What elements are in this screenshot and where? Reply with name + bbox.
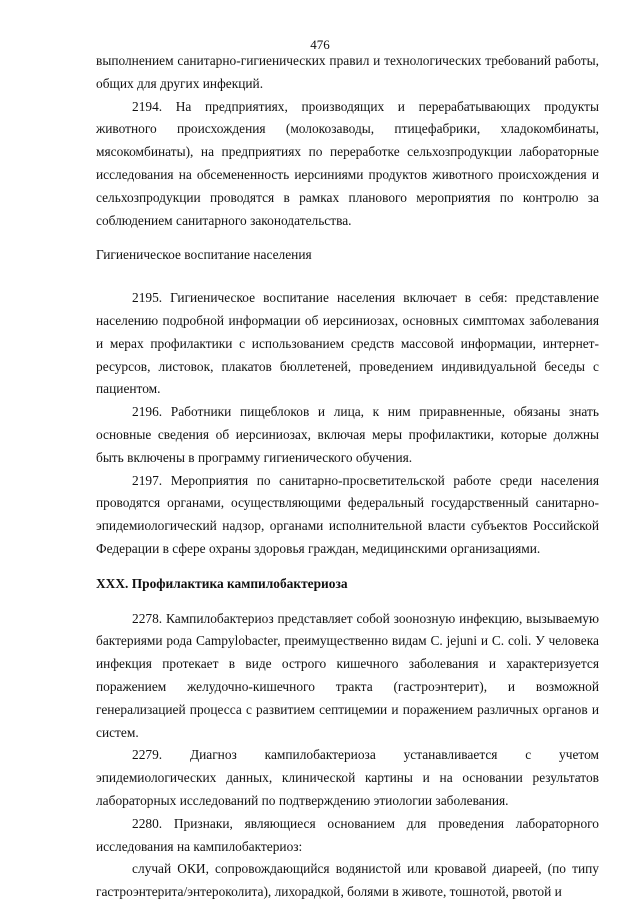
paragraph-list-item: случай ОКИ, сопровождающийся водянистой или кровавой диареей, (по типу гастроэнтерита/энтероколита), лихорадкой, болями в животе, тошнотой, рвотой и <box>96 861 599 900</box>
paragraph-2278: 2278. Кампилобактериоз представляет собой зоонозную инфекцию, вызываемую бактериями рода Campylobacter, преимущественно видам C. jejuni и C. coli. У человека инфекция протекает в виде острого кишечного заболевания и характеризуется поражением желудочно-кишечного тракта (гастроэнтерит), и возможной генерализацией процесса с развитием септицемии и поражением различных органов и систем. <box>96 610 599 740</box>
document-body <box>96 50 599 904</box>
paragraph-2195: 2195. Гигиеническое воспитание населения включает в себя: представление населению подробной информации об иерсиниозах, основных симптомах заболевания и мерах профилактики с использованием средств массовой информации, интернет-ресурсов, листовок, плакатов бюллетеней, проведением индивидуальной беседы с пациентом. <box>96 290 599 397</box>
paragraph-2279: 2279. Диагноз кампилобактериоза устанавливается с учетом эпидемиологических данных, клинической картины и на основании результатов лабораторных исследований по подтверждению этиологии заболевания. <box>96 747 599 808</box>
section-heading-hygiene-education: Гигиеническое воспитание населения <box>96 247 312 263</box>
page-number: 476 <box>310 37 330 52</box>
chapter-heading-campylobacteriosis: XXX. Профилактика кампилобактериоза <box>96 575 348 591</box>
paragraph-2197: 2197. Мероприятия по санитарно-просветительской работе среди населения проводятся органами, осуществляющими федеральный государственный санитарно-эпидемиологический надзор, органами исполнительной власти субъектов Российской Федерации в сфере охраны здоровья граждан, медицинскими организациями. <box>96 472 599 556</box>
paragraph-continuation: выполнением санитарно-гигиенических правил и технологических требований работы, общих для других инфекций. <box>96 53 599 91</box>
paragraph-2194: 2194. На предприятиях, производящих и перерабатывающих продукты животного происхождения (молокозаводы, птицефабрики, хладокомбинаты, мясокомбинаты), на предприятиях по переработке сельхозпродукции лабораторные исследования на обсемененность иерсиниями продуктов животного происхождения и сельхозпродукции проводятся в рамках планового мероприятия по контролю за соблюдением санитарного законодательства. <box>96 98 599 228</box>
paragraph-2196: 2196. Работники пищеблоков и лица, к ним приравненные, обязаны знать основные сведения об иерсиниозах, включая меры профилактики, которые должны быть включены в программу гигиенического обучения. <box>96 404 599 465</box>
paragraph-2280: 2280. Признаки, являющиеся основанием для проведения лабораторного исследования на кампилобактериоз: <box>96 815 599 854</box>
